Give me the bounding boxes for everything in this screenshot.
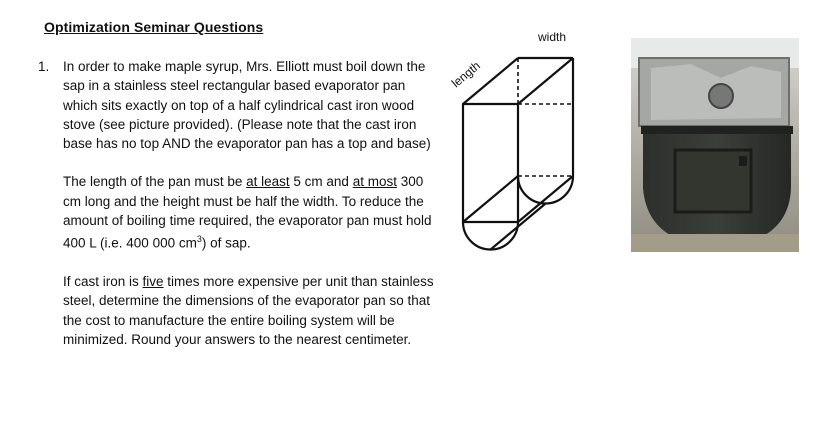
photo-ground [631,234,799,252]
constraints-text-2: 5 cm and [289,174,353,190]
question-1 [38,57,438,349]
constraints-text-4: ) of sap. [201,235,251,251]
pan-bottom-edge-left [463,176,518,222]
constraints-text-3: 300 cm long and the height must be half the width. To reduce the amount of boiling time required, the evaporator pan must hold 400 L (i.e. 400 000 cm [63,174,432,251]
constraints-text-1: The length of the pan must be [63,174,247,190]
photo-stove-rim [641,126,793,134]
paragraph-task [63,272,438,349]
task-text-2: times more expensive per unit than stainless steel, determine the dimensions of the evaporator pan so that the cost to manufacture the entire boiling system will be minimized. Round your answers to the nearest centimeter. [63,274,434,348]
evaporator-pan-diagram [430,22,630,272]
pan-front-face [463,104,518,222]
cubic-superscript: 3 [196,234,202,245]
constraints-underline-at-least: at least [246,174,290,190]
label-length: length [448,58,483,91]
label-width: width [538,30,567,44]
stove-front-arc [463,222,518,249]
photo-stove-door-latch [739,156,747,166]
paragraph-constraints [63,172,438,253]
task-text-1: If cast iron is [63,274,143,290]
pan-bottom-edge-right [518,176,573,222]
stove-photo [631,38,799,252]
page-title: Optimization Seminar Questions [44,19,264,35]
photo-gauge [709,84,733,108]
question-number: 1. [38,59,50,74]
constraints-underline-at-most: at most [352,174,397,190]
paragraph-problem-setup: In order to make maple syrup, Mrs. Elliott must boil down the sap in a stainless steel rectangular based evaporator pan which sits exactly on top of a half cylindrical cast iron wood stove (see picture provided). (Please note that the cast iron base has no top AND the evaporator pan has a top and base) [63,59,431,152]
pan-top-edge-right [518,58,573,104]
task-underline-five: five [142,274,164,290]
